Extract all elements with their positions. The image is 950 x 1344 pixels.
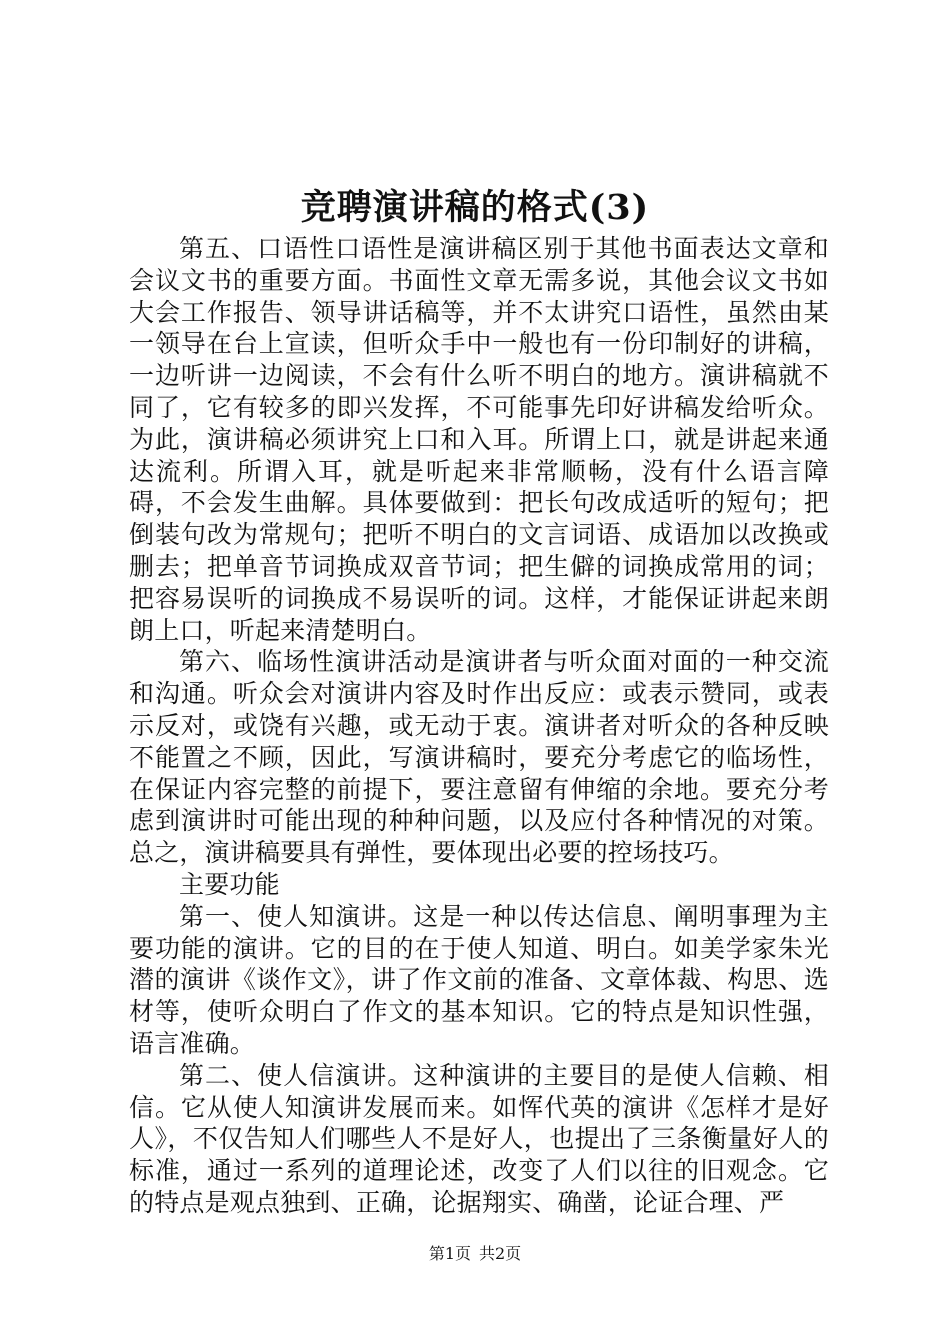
- paragraph-fifth-colloquial: 第五、口语性口语性是演讲稿区别于其他书面表达文章和会议文书的重要方面。书面性文章无需多说，其他会议文书如大会工作报告、领导讲话稿等，并不太讲究口语性，虽然由某一领导在台上宣读，但听众手中一般也有一份印制好的讲稿，一边听讲一边阅读，不会有什么听不明白的地方。演讲稿就不同了，它有较多的即兴发挥，不可能事先印好讲稿发给听众。为此，演讲稿必须讲究上口和入耳。所谓上口，就是讲起来通达流利。所谓入耳，就是听起来非常顺畅，没有什么语言障碍，不会发生曲解。具体要做到：把长句改成适听的短句；把倒装句改为常规句；把听不明白的文言词语、成语加以改换或删去；把单音节词换成双音节词；把生僻的词换成常用的词；把容易误听的词换成不易误听的词。这样，才能保证讲起来朗朗上口，听起来清楚明白。: [129, 234, 829, 645]
- paragraph-first-inform: 第一、使人知演讲。这是一种以传达信息、阐明事理为主要功能的演讲。它的目的在于使人知道、明白。如美学家朱光潜的演讲《谈作文》，讲了作文前的准备、文章体裁、构思、选材等，使听众明白了作文的基本知识。它的特点是知识性强，语言准确。: [129, 901, 829, 1058]
- page-number: 第1页: [428, 1244, 471, 1263]
- paragraph-sixth-onsite: 第六、临场性演讲活动是演讲者与听众面对面的一种交流和沟通。听众会对演讲内容及时作出反应：或表示赞同，或表示反对，或饶有兴趣，或无动于衷。演讲者对听众的各种反映不能置之不顾，因此，写演讲稿时，要充分考虑它的临场性，在保证内容完整的前提下，要注意留有伸缩的余地。要充分考虑到演讲时可能出现的种种问题，以及应付各种情况的对策。总之，演讲稿要具有弹性，要体现出必要的控场技巧。: [129, 647, 829, 868]
- document-title: 竞聘演讲稿的格式(3): [300, 187, 650, 228]
- page-total: 共2页: [479, 1244, 522, 1263]
- page-footer: [0, 1243, 950, 1265]
- document-body: [129, 233, 829, 1219]
- paragraph-second-persuade: 第二、使人信演讲。这种演讲的主要目的是使人信赖、相信。它从使人知演讲发展而来。如恽代英的演讲《怎样才是好人》，不仅告知人们哪些人不是好人，也提出了三条衡量好人的标准，通过一系列的道理论述，改变了人们以往的旧观念。它的特点是观点独到、正确，论据翔实、确凿，论证合理、严: [129, 1060, 829, 1217]
- section-heading-main-functions: 主要功能: [179, 869, 280, 899]
